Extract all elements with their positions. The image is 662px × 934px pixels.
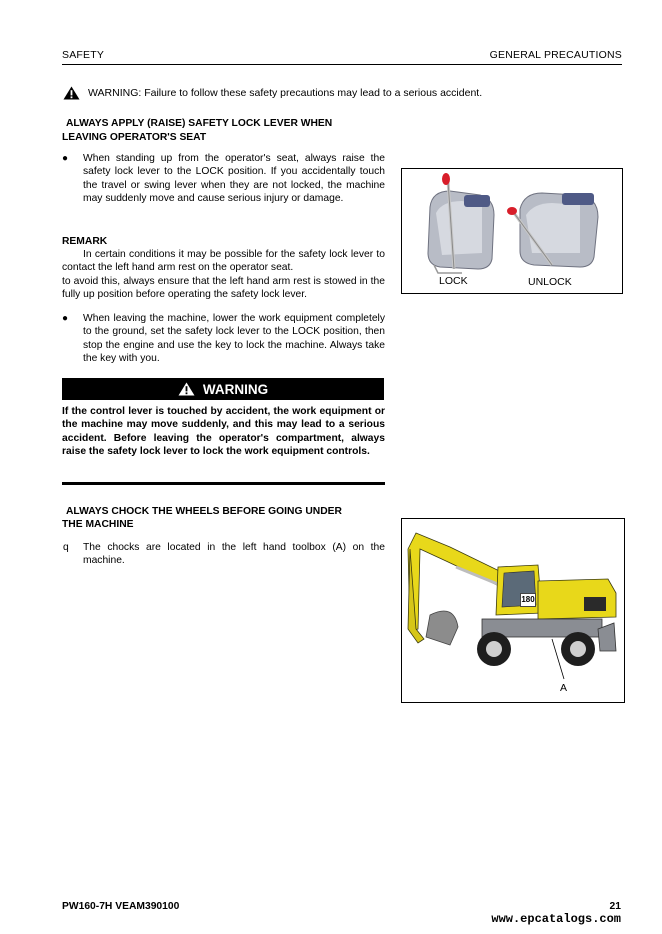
- machine-model-badge: 180: [520, 593, 536, 607]
- warning-bottom-rule: [62, 482, 385, 485]
- lock-lever-illustration: [402, 169, 622, 293]
- remark-text-2: to avoid this, always ensure that the left hand arm rest is stowed in the fully up position before operating the safety lock lever.: [62, 276, 385, 301]
- figure-label-lock: LOCK: [439, 275, 468, 287]
- footer-model: PW160-7H VEAM390100: [62, 901, 180, 912]
- header-section: SAFETY: [62, 49, 105, 61]
- remark-title: REMARK: [62, 236, 108, 247]
- section1-bullet1-text: When standing up from the operator's seat, always raise the safety lock lever to the LOCK position. If you accidentally touch the travel or swing lever when they are not locked, the machine may suddenly move and cause serious injury or damage.: [83, 153, 385, 205]
- section1-title-line2: LEAVING OPERATOR'S SEAT: [62, 132, 207, 143]
- figure-label-unlock: UNLOCK: [528, 276, 572, 288]
- warning-body-text: If the control lever is touched by accident, the work equipment or the machine may move suddenly, and this may lead to a serious accident. Before leaving the operator's compartment, always raise the safety lock lever to lock the work equipment controls.: [62, 406, 385, 458]
- section2-title-line2: THE MACHINE: [62, 519, 134, 530]
- warning-triangle-icon: [178, 382, 195, 396]
- intro-warning-text: WARNING: Failure to follow these safety precautions may lead to a serious accident.: [88, 87, 483, 99]
- wheeled-excavator-illustration: [402, 519, 624, 702]
- footer-page-number: 21: [609, 901, 621, 912]
- toolbox-callout-label: A: [560, 682, 568, 694]
- bullet-icon: q: [63, 542, 69, 553]
- bullet-icon: ●: [62, 153, 69, 164]
- section2-bullet1-text: The chocks are located in the left hand toolbox (A) on the machine.: [83, 542, 385, 567]
- warning-triangle-icon: [63, 86, 80, 105]
- remark-text-1: In certain conditions it may be possible for the safety lock lever to contact the left hand arm rest on the operator seat.: [62, 249, 385, 274]
- bullet-icon: ●: [62, 313, 69, 324]
- footer-watermark: www.epcatalogs.com: [491, 912, 621, 926]
- header-chapter: GENERAL PRECAUTIONS: [489, 49, 622, 61]
- warning-banner: [62, 378, 384, 400]
- warning-banner-title: WARNING: [202, 381, 269, 397]
- section2-title-line1: ALWAYS CHOCK THE WHEELS BEFORE GOING UNDER: [66, 506, 342, 517]
- section1-title-line1: ALWAYS APPLY (RAISE) SAFETY LOCK LEVER WHEN: [66, 118, 333, 129]
- header-rule: [62, 64, 622, 65]
- safety-lock-lever-figure: [401, 168, 623, 294]
- excavator-figure: [401, 518, 625, 703]
- section1-bullet2-text: When leaving the machine, lower the work equipment completely to the ground, set the safety lock lever to the LOCK position, then stop the engine and use the key to lock the machine. Always take the key with you.: [83, 313, 385, 365]
